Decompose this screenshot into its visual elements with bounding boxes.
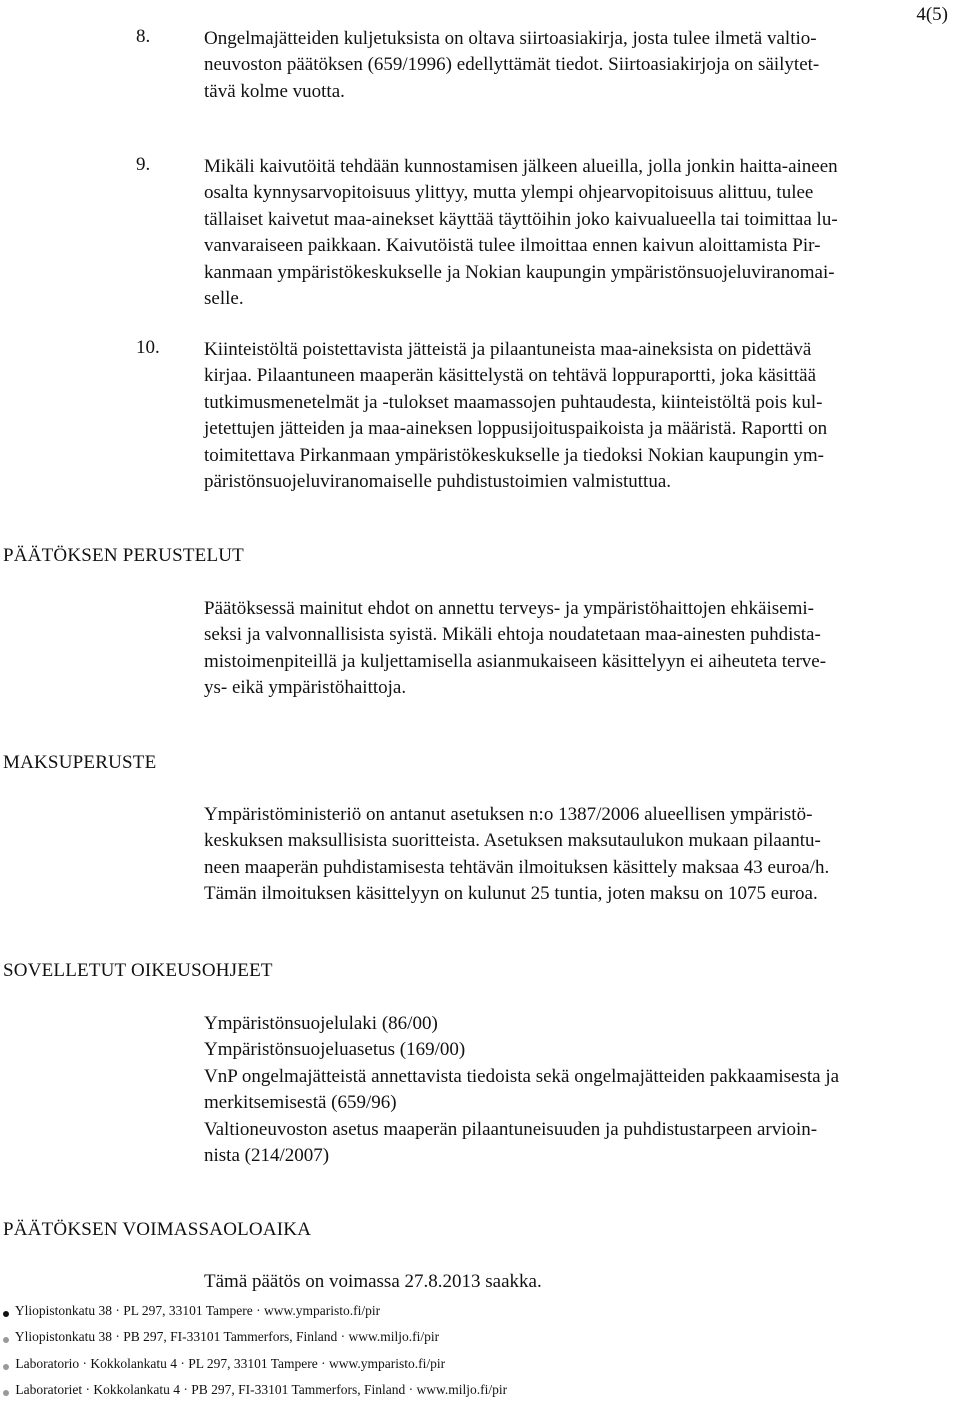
item-8-line: Ongelmajätteiden kuljetuksista on oltava siirtoasiakirja, josta tulee ilmetä valtio- — [204, 28, 817, 49]
item-number-8: 8. — [136, 26, 151, 47]
item-10-line: päristönsuojeluviranomaiselle puhdistustoimien valmistuttua. — [204, 471, 672, 493]
law-reference: Valtioneuvoston asetus maaperän pilaantuneisuuden ja puhdistustarpeen arvioin- — [204, 1118, 818, 1140]
footer-line — [0, 1356, 445, 1372]
item-9-line: vanvaraiseen paikkaan. Kaivutöistä tulee ilmoittaa ennen kaivun aloittamista Pir- — [204, 235, 821, 257]
law-reference: Ympäristönsuojeluasetus (169/00) — [204, 1039, 466, 1061]
bullet-icon — [3, 1364, 9, 1370]
perustelut-line: seksi ja valvonnallisista syistä. Mikäli ehtoja noudatetaan maa-ainesten puhdista- — [204, 624, 821, 646]
item-10-line: tutkimusmenetelmät ja -tulokset maamassojen puhtaudesta, kiinteistöltä pois kul- — [204, 391, 823, 413]
oikeusohjeet-list — [204, 1011, 956, 1169]
item-9-line: tällaiset kaivetut maa-ainekset käyttää täyttöihin joko kaivualueella tai toimittaa lu- — [204, 208, 838, 230]
item-9-line: kanmaan ympäristökeskukselle ja Nokian kaupungin ympäristönsuojeluviranomai- — [204, 261, 835, 283]
section-heading-perustelut: PÄÄTÖKSEN PERUSTELUT — [3, 545, 244, 566]
item-9-line: Mikäli kaivutöitä tehdään kunnostamisen jälkeen alueilla, jolla jonkin haitta-aineen — [204, 156, 838, 177]
perustelut-line: ys- eikä ympäristöhaittoja. — [204, 677, 407, 699]
item-8-line: neuvoston päätöksen (659/1996) edellyttämät tiedot. Siirtoasiakirjoja on säilytet- — [204, 54, 820, 76]
section-heading-voimassaoloaika: PÄÄTÖKSEN VOIMASSAOLOAIKA — [3, 1219, 312, 1240]
maksuperuste-line: Tämän ilmoituksen käsittelyyn on kulunut 25 tuntia, joten maksu on 1075 euroa. — [204, 883, 818, 905]
item-10-line: jetettujen jätteiden ja maa-aineksen loppusijoituspaikoista ja määristä. Raportti on — [204, 418, 828, 440]
item-10-line: Kiinteistöltä poistettavista jätteistä ja pilaantuneista maa-aineksista on pidettävä — [204, 339, 812, 360]
item-10-text — [204, 337, 956, 495]
footer-address: Yliopistonkatu 38 · PL 297, 33101 Tampere · www.ymparisto.fi/pir — [14, 1303, 381, 1318]
item-8-line: tävä kolme vuotta. — [204, 80, 345, 102]
law-reference: merkitsemisestä (659/96) — [204, 1092, 397, 1114]
item-9-text — [204, 154, 956, 312]
footer-address: Laboratoriet · Kokkolankatu 4 · PB 297, FI-33101 Tammerfors, Finland · www.miljo.fi/pir — [15, 1382, 508, 1397]
section-heading-maksuperuste: MAKSUPERUSTE — [3, 752, 157, 773]
footer-line — [0, 1382, 507, 1398]
item-9-line: osalta kynnysarvopitoisuus ylittyy, mutta ylempi ohjearvopitoisuus alittuu, tulee — [204, 182, 814, 204]
maksuperuste-line: Ympäristöministeriö on antanut asetuksen n:o 1387/2006 alueellisen ympäristö- — [204, 804, 813, 825]
footer-address: Laboratorio · Kokkolankatu 4 · PL 297, 33101 Tampere · www.ymparisto.fi/pir — [15, 1356, 446, 1371]
bullet-icon — [3, 1337, 9, 1343]
item-10-line: kirjaa. Pilaantuneen maaperän käsittelystä on tehtävä loppuraportti, joka käsittää — [204, 365, 817, 387]
bullet-icon — [3, 1311, 9, 1317]
law-reference: Ympäristönsuojelulaki (86/00) — [204, 1013, 438, 1034]
perustelut-line: Päätöksessä mainitut ehdot on annettu terveys- ja ympäristöhaittojen ehkäisemi- — [204, 598, 814, 619]
voimassaoloaika-text: Tämä päätös on voimassa 27.8.2013 saakka. — [204, 1271, 542, 1292]
maksuperuste-text — [204, 802, 956, 908]
footer — [0, 1303, 960, 1403]
item-10-line: toimitettava Pirkanmaan ympäristökeskukselle ja tiedoksi Nokian kaupungin ym- — [204, 444, 825, 466]
perustelut-line: mistoimenpiteillä ja kuljettamisella asianmukaiseen käsittelyyn ei aiheuteta terve- — [204, 650, 827, 672]
footer-address: Yliopistonkatu 38 · PB 297, FI-33101 Tammerfors, Finland · www.miljo.fi/pir — [14, 1329, 440, 1344]
item-9-line: selle. — [204, 288, 244, 310]
footer-line — [0, 1329, 439, 1345]
item-number-9: 9. — [136, 154, 151, 175]
footer-line — [0, 1303, 380, 1319]
maksuperuste-line: keskuksen maksullisista suoritteista. Asetuksen maksutaulukon mukaan pilaantu- — [204, 830, 821, 852]
section-heading-oikeusohjeet: SOVELLETUT OIKEUSOHJEET — [3, 960, 273, 981]
perustelut-text — [204, 596, 956, 702]
maksuperuste-line: neen maaperän puhdistamisesta tehtävän ilmoituksen käsittely maksaa 43 euroa/h. — [204, 856, 830, 878]
item-number-10: 10. — [136, 337, 160, 358]
bullet-icon — [3, 1390, 9, 1396]
page-number: 4(5) — [916, 4, 948, 25]
law-reference: nista (214/2007) — [204, 1145, 330, 1167]
item-8-text — [204, 26, 956, 105]
law-reference: VnP ongelmajätteistä annettavista tiedoista sekä ongelmajätteiden pakkaamisesta ja — [204, 1065, 840, 1087]
